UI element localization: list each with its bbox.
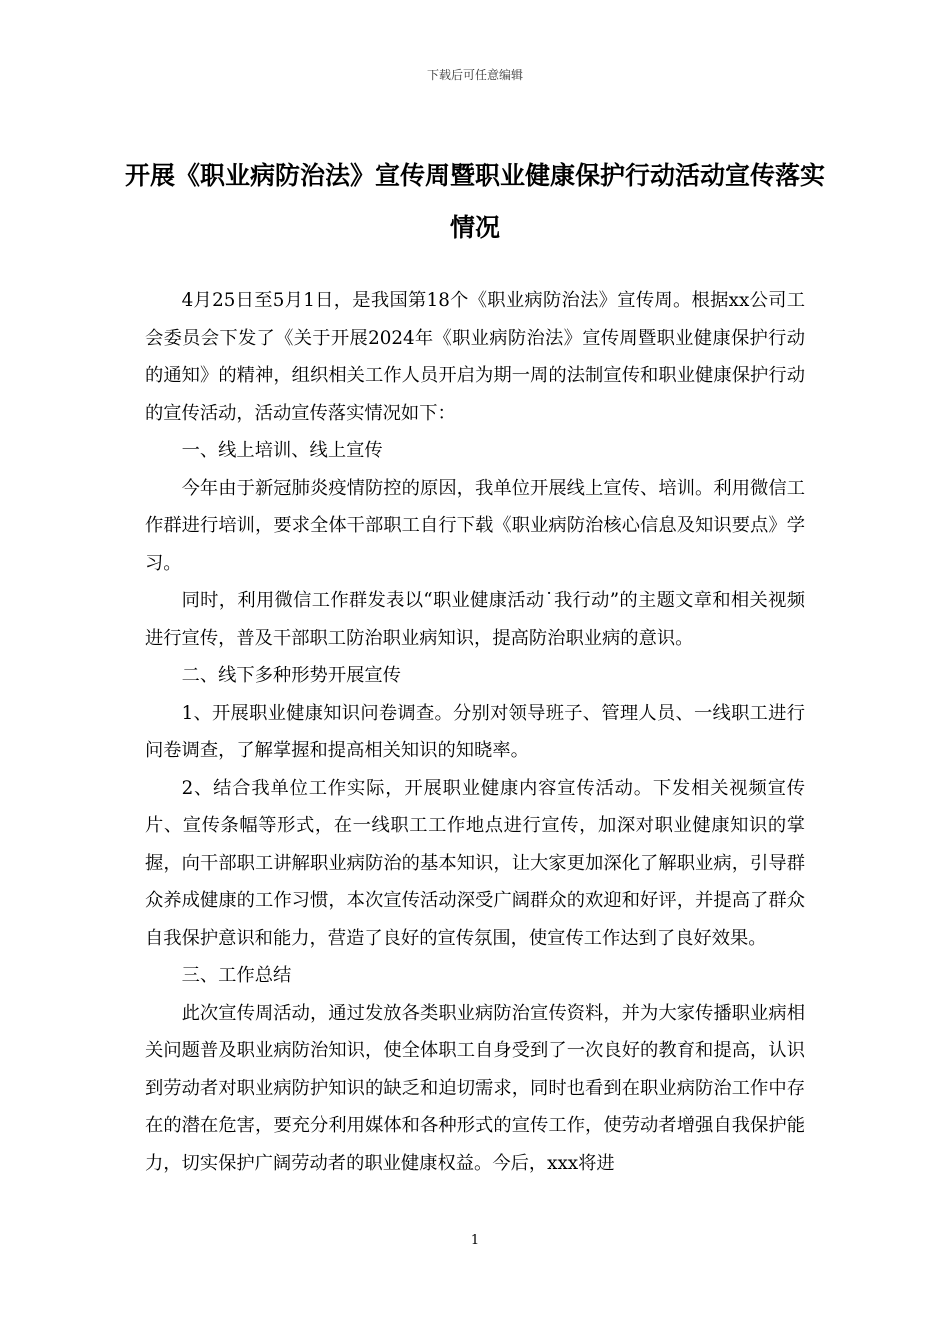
document-title: 开展《职业病防治法》宣传周暨职业健康保护行动活动宣传落实情况 — [124, 161, 825, 242]
body-paragraph: 同时，利用微信工作群发表以“职业健康活动˙我行动”的主题文章和相关视频进行宣传，普及干部职工防治职业病知识，提高防治职业病的意识。 — [145, 590, 805, 649]
section-heading-1: 一、线上培训、线上宣传 — [181, 440, 383, 461]
body-paragraph: 此次宣传周活动，通过发放各类职业病防治宣传资料，并为大家传播职业病相关问题普及职业病防治知识，使全体职工自身受到了一次良好的教育和提高，认识到劳动者对职业病防护知识的缺乏和迫切需求，同时也看到在职业病防治工作中存在的潜在危害，要充分利用媒体和各种形式的宣传工作，使劳动者增强自我保护能力，切实保护广阔劳动者的职业健康权益。今后，xxx将进 — [145, 1002, 805, 1174]
body-paragraph: 1、开展职业健康知识问卷调查。分别对领导班子、管理人员、一线职工进行问卷调查，了解掌握和提高相关知识的知晓率。 — [145, 702, 805, 761]
section-heading-2: 二、线下多种形势开展宣传 — [181, 665, 401, 686]
section-heading-3: 三、工作总结 — [181, 965, 292, 986]
page-number: 1 — [470, 1233, 480, 1248]
body-paragraph: 今年由于新冠肺炎疫情防控的原因，我单位开展线上宣传、培训。利用微信工作群进行培训，要求全体干部职工自行下载《职业病防治核心信息及知识要点》学习。 — [145, 477, 805, 574]
body-paragraph: 2、结合我单位工作实际，开展职业健康内容宣传活动。下发相关视频宣传片、宣传条幅等形式，在一线职工工作地点进行宣传，加深对职业健康知识的掌握，向干部职工讲解职业病防治的基本知识，让大家更加深化了解职业病，引导群众养成健康的工作习惯，本次宣传活动深受广阔群众的欢迎和好评，并提高了群众自我保护意识和能力，营造了良好的宣传氛围，使宣传工作达到了良好效果。 — [145, 777, 805, 949]
header-note: 下载后可任意编辑 — [426, 68, 523, 82]
intro-paragraph: 4月25日至5月1日，是我国第18个《职业病防治法》宣传周。根据xx公司工会委员会下发了《关于开展2024年《职业病防治法》宣传周暨职业健康保护行动的通知》的精神，组织相关工作人员开启为期一周的法制宣传和职业健康保护行动的宣传活动，活动宣传落实情况如下： — [145, 290, 805, 424]
document-body — [145, 282, 805, 1182]
